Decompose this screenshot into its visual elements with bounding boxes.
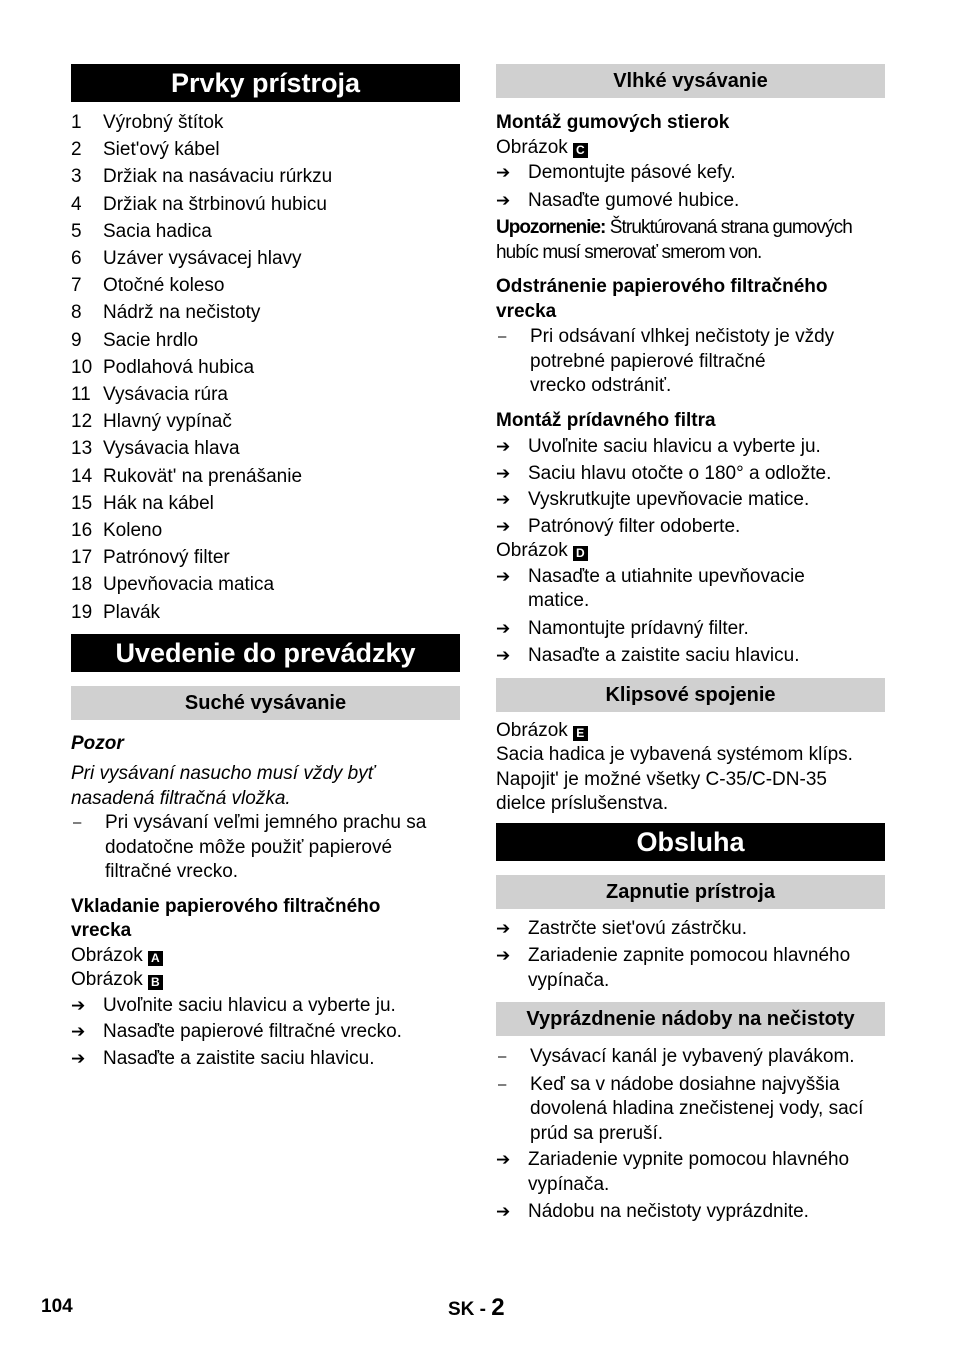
subsection-title-switch-on: Zapnutie prístroja (496, 875, 885, 909)
list-item: – Pri vysávaní veľmi jemného prachu sa dodatočne môže použiť papierové filtračné vrecko. (71, 811, 460, 885)
list-item: 19 Plavák (71, 601, 161, 623)
figure-letter-badge: C (573, 143, 588, 158)
arrow-icon: ➔ (496, 618, 511, 638)
caution-text: nasadená filtračná vložka. (71, 787, 291, 809)
heading-additional-filter: Montáž prídavného filtra (496, 409, 716, 431)
figure-letter-badge: A (148, 951, 163, 966)
list-item: 1 Výrobný štítok (71, 112, 224, 133)
list-item: ➔ Uvoľnite saciu hlavicu a vyberte ju. (71, 994, 460, 1019)
arrow-icon: ➔ (71, 1048, 86, 1068)
section-title-operation: Obsluha (496, 823, 885, 861)
subsection-title-empty-container: Vyprázdnenie nádoby na nečistoty (496, 1002, 885, 1036)
list-item: ➔ Zariadenie zapnite pomocou hlavného vypínača. (496, 944, 885, 993)
arrow-icon: ➔ (71, 1022, 86, 1042)
list-item: ➔ Nasaďte a zaistite saciu hlavicu. (71, 1047, 460, 1072)
heading-insert-filter-bag: Vkladanie papierového filtračného vrecka (71, 895, 381, 942)
list-item: ➔ Uvoľnite saciu hlavicu a vyberte ju. (496, 435, 885, 460)
arrow-icon: ➔ (496, 490, 511, 509)
arrow-icon: ➔ (496, 1150, 511, 1169)
list-item: 2 Siet'ový kábel (71, 139, 220, 161)
section-code: SK - 2 (448, 1294, 505, 1321)
arrow-icon: ➔ (496, 946, 511, 965)
caution-text: Pri vysávaní nasucho musí vždy byť (71, 763, 375, 785)
list-item: ➔ Nasaďte gumové hubice. (496, 189, 885, 214)
figure-letter-badge: D (573, 546, 588, 561)
arrow-icon: ➔ (496, 163, 511, 182)
subsection-title-clip-connection: Klipsové spojenie (496, 678, 885, 712)
list-item: ➔ Nasaďte papierové filtračné vrecko. (71, 1020, 460, 1045)
parts-list (71, 109, 460, 626)
list-item: ➔ Saciu hlavu otočte o 180° a odložte. (496, 462, 885, 487)
list-item: 10 Podlahová hubica (71, 356, 255, 378)
list-item: 4 Držiak na štrbinovú hubicu (71, 193, 327, 215)
list-item: 8 Nádrž na nečistoty (71, 302, 261, 324)
arrow-icon: ➔ (496, 566, 511, 586)
dash-icon: – (498, 1048, 507, 1065)
figure-reference: Obrázok B (71, 968, 460, 993)
figure-letter-badge: E (573, 726, 588, 741)
arrow-icon: ➔ (496, 516, 511, 536)
list-item: 7 Otočné koleso (71, 275, 225, 297)
dash-icon: – (498, 328, 507, 345)
caution-label: Pozor (71, 732, 124, 754)
left-column (71, 64, 460, 1071)
figure-reference: Obrázok A (71, 944, 460, 969)
list-item: ➔ Nasaďte a zaistite saciu hlavicu. (496, 644, 885, 669)
list-item: ➔ Nasaďte a utiahnite upevňovacie matice. (496, 565, 885, 614)
list-item: 14 Rukovät' na prenášanie (71, 465, 303, 487)
figure-reference: Obrázok D (496, 539, 885, 564)
list-item: ➔ Nádobu na nečistoty vyprázdnite. (496, 1200, 885, 1225)
list-item: 3 Držiak na nasávaciu rúrkzu (71, 166, 333, 188)
subsection-title-wet-vacuuming: Vlhké vysávanie (496, 64, 885, 98)
figure-letter-badge: B (148, 975, 163, 990)
list-item: 18 Upevňovacia matica (71, 574, 275, 596)
section-title-device-parts: Prvky prístroja (71, 64, 460, 102)
arrow-icon: ➔ (496, 1202, 511, 1221)
section-title-startup: Uvedenie do prevádzky (71, 634, 460, 672)
list-item: 13 Vysávacia hlava (71, 438, 240, 460)
list-item: ➔ Namontujte prídavný filter. (496, 617, 885, 642)
clip-text: Sacia hadica je vybavená systémom klíps. Napojit' je možné všetky C-35/C-DN-35 dielce príslušenstva. (496, 744, 853, 814)
list-item: 15 Hák na kábel (71, 492, 214, 514)
right-column (496, 64, 885, 1225)
arrow-icon: ➔ (496, 437, 511, 456)
arrow-icon: ➔ (496, 646, 511, 665)
list-item: – Vysávací kanál je vybavený plavákom. (496, 1045, 885, 1070)
list-item: 16 Koleno (71, 520, 163, 542)
arrow-icon: ➔ (71, 995, 86, 1015)
note-text: Upozornenie: Štruktúrovaná strana gumových hubíc musí smerovať smerom von. (496, 217, 852, 263)
list-item: 5 Sacia hadica (71, 220, 212, 242)
page-number: 104 (41, 1296, 73, 1317)
heading-remove-filter-bag: Odstránenie papierového filtračného vrecka (496, 276, 828, 322)
list-item: 9 Sacie hrdlo (71, 329, 199, 351)
list-item: – Pri odsávaní vlhkej nečistoty je vždy potrebné papierové filtračné vrecko odstrániť. (496, 325, 885, 399)
list-item: 12 Hlavný vypínač (71, 411, 232, 433)
list-item: 11 Vysávacia rúra (71, 384, 228, 406)
heading-rubber-wipers: Montáž gumových stierok (496, 112, 730, 133)
list-item: ➔ Zastrčte siet'ovú zástrčku. (496, 917, 885, 942)
list-item: 17 Patrónový filter (71, 547, 230, 569)
list-item: 6 Uzáver vysávacej hlavy (71, 248, 302, 270)
dash-icon: – (73, 814, 82, 832)
list-item: ➔ Zariadenie vypnite pomocou hlavného vypínača. (496, 1148, 885, 1197)
arrow-icon: ➔ (496, 918, 511, 938)
list-item: ➔ Patrónový filter odoberte. (496, 515, 885, 540)
arrow-icon: ➔ (496, 463, 511, 483)
figure-reference: Obrázok E (496, 719, 885, 744)
arrow-icon: ➔ (496, 190, 511, 210)
list-item: ➔ Vyskrutkujte upevňovacie matice. (496, 488, 885, 513)
figure-reference: Obrázok C (496, 136, 885, 161)
list-item: ➔ Demontujte pásové kefy. (496, 161, 885, 186)
subsection-title-dry-vacuuming: Suché vysávanie (71, 686, 460, 720)
dash-icon: – (498, 1075, 507, 1093)
list-item: – Keď sa v nádobe dosiahne najvyššia dovolená hladina znečistenej vody, sací prúd sa preruší. (496, 1073, 885, 1147)
